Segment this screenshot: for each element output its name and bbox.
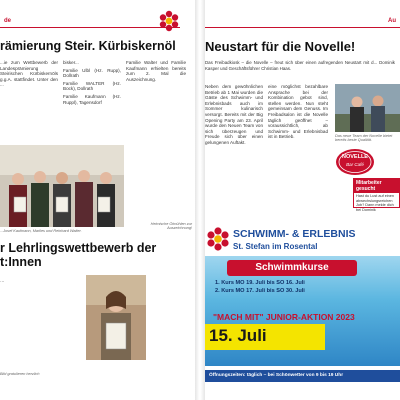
job-ad-box — [353, 178, 400, 212]
team-illustration — [335, 84, 400, 132]
left-col2-text: bisker... — [63, 60, 79, 65]
team-photo-caption: Das neue Team der Novelle bietet bereits beste Qualität. — [335, 134, 393, 142]
right-body-column-2 — [268, 84, 328, 184]
left-headline-2: r Lehrlingswettbewerb der — [0, 241, 157, 255]
left-running-head: de — [4, 18, 12, 24]
pool-ad-banner: Schwimmkurse — [227, 260, 357, 276]
right-running-head: Au — [388, 18, 396, 24]
novelle-team-photo — [335, 84, 400, 132]
novelle-sub-text: Bar Café — [346, 162, 364, 167]
pool-ad-course-1: 1. Kurs MO 19. Juli bis SO 16. Juli — [215, 280, 305, 286]
left-body-column-3 — [126, 60, 186, 140]
pool-ad-title: SCHWIMM- & ERLEBNIS — [233, 228, 356, 240]
list-item: Familie Ulbl (Hz. Rupp), Dollrath — [63, 67, 121, 79]
right-head-rule — [205, 27, 400, 28]
novelle-brand-text: NOVELLE — [342, 154, 368, 160]
award-group-photo — [0, 145, 124, 227]
left-col3-text: Familie Walter und Familie Kaufmann erhielten bereits zum 2. Mal die Auszeichnung. — [126, 60, 186, 82]
left-col4-text: … — [0, 278, 5, 283]
award-photo-caption: ...Josef Kaufmann, Marlies und Reinhard Walter. — [0, 229, 82, 233]
left-headline-1: rämierung Steir. Kürbiskernöl — [0, 39, 176, 53]
right-intro: Das Freibadkiosk – die Novelle – freut sich über einen aufregenden Neustart mit d... Dominik Kasper und Geschäftsführer Christian Haas. — [205, 60, 395, 71]
pool-ad-promo: "MACH MIT" JUNIOR-AKTION 2023 — [213, 312, 355, 322]
right-col2-text: eine möglichst bezahlbare Ansprache bei der Kombination gebot sind, stellen werden. Nun steht gemeinsam dem Genuss. Im Freibadsalon ist die Novelle täglich geöffnet – voraussichtlich, ab Schwimm- und Erlebnisbad ist in Betrieb. — [268, 84, 328, 140]
novelle-logo — [335, 148, 375, 176]
apprentice-illustration — [86, 275, 146, 360]
award-photo-credit: Heimische Ölmühlen zur Auszeichnung! — [150, 222, 192, 230]
swimming-pool-ad — [205, 220, 400, 400]
group-people-illustration — [0, 145, 124, 227]
right-page — [205, 0, 400, 400]
left-headline-3: t:Innen — [0, 255, 42, 269]
list-item: Familie WALTER (Hz. Bock), Dollrath — [63, 80, 121, 92]
left-head-rule — [0, 27, 180, 28]
pool-ad-subtitle: St. Stefan im Rosental — [233, 242, 318, 251]
left-page — [0, 0, 195, 400]
pumpkin-flower-icon — [158, 10, 180, 32]
left-col1-text: ...ie zum Wettbewerb der Landesprämierung Steirischen Kürbiskernöls g.g.A. stattfindet. Unter den ... — [0, 60, 58, 88]
apprentice-photo-credit: Bild gratulieren herzlich — [0, 372, 40, 376]
pool-ad-course-2: 2. Kurs MO 17. Juli bis SO 30. Juli — [215, 288, 305, 294]
pool-ad-date: 15. Juli — [209, 326, 267, 345]
pool-ad-footer: Öffnungszeiten: täglich – bei Schönwetter von 9 bis 19 Uhr — [205, 370, 400, 382]
right-body-column-1 — [205, 84, 263, 184]
apprentice-photo — [86, 275, 146, 360]
right-col1-text: Neben dem gewöhnlichen Betrieb ab 1 Mai wurden die Gäste des Schwimm- und Erlebnisbads auch im Sommer kulinarisch versorgt. Bereits mit der Big Opening Party am 23. April wurde den Neuen Team von sich überzeugen und Freude sich über einen gelungenen Auftakt. — [205, 84, 263, 145]
job-ad-text: Hast du Lust auf einen abwechslungsreichen Job? Dann melde dich bei Dominik — [356, 194, 394, 212]
right-headline: Neustart für die Novelle! — [205, 39, 356, 54]
left-body-column-4 — [0, 278, 80, 338]
page-gutter — [195, 0, 205, 400]
list-item: Familie Kaufmann (Hz. Ruppl), Tagensdorf — [63, 93, 121, 105]
job-ad-title: Mitarbeiter gesucht — [354, 179, 399, 193]
pool-flower-icon — [205, 226, 231, 252]
